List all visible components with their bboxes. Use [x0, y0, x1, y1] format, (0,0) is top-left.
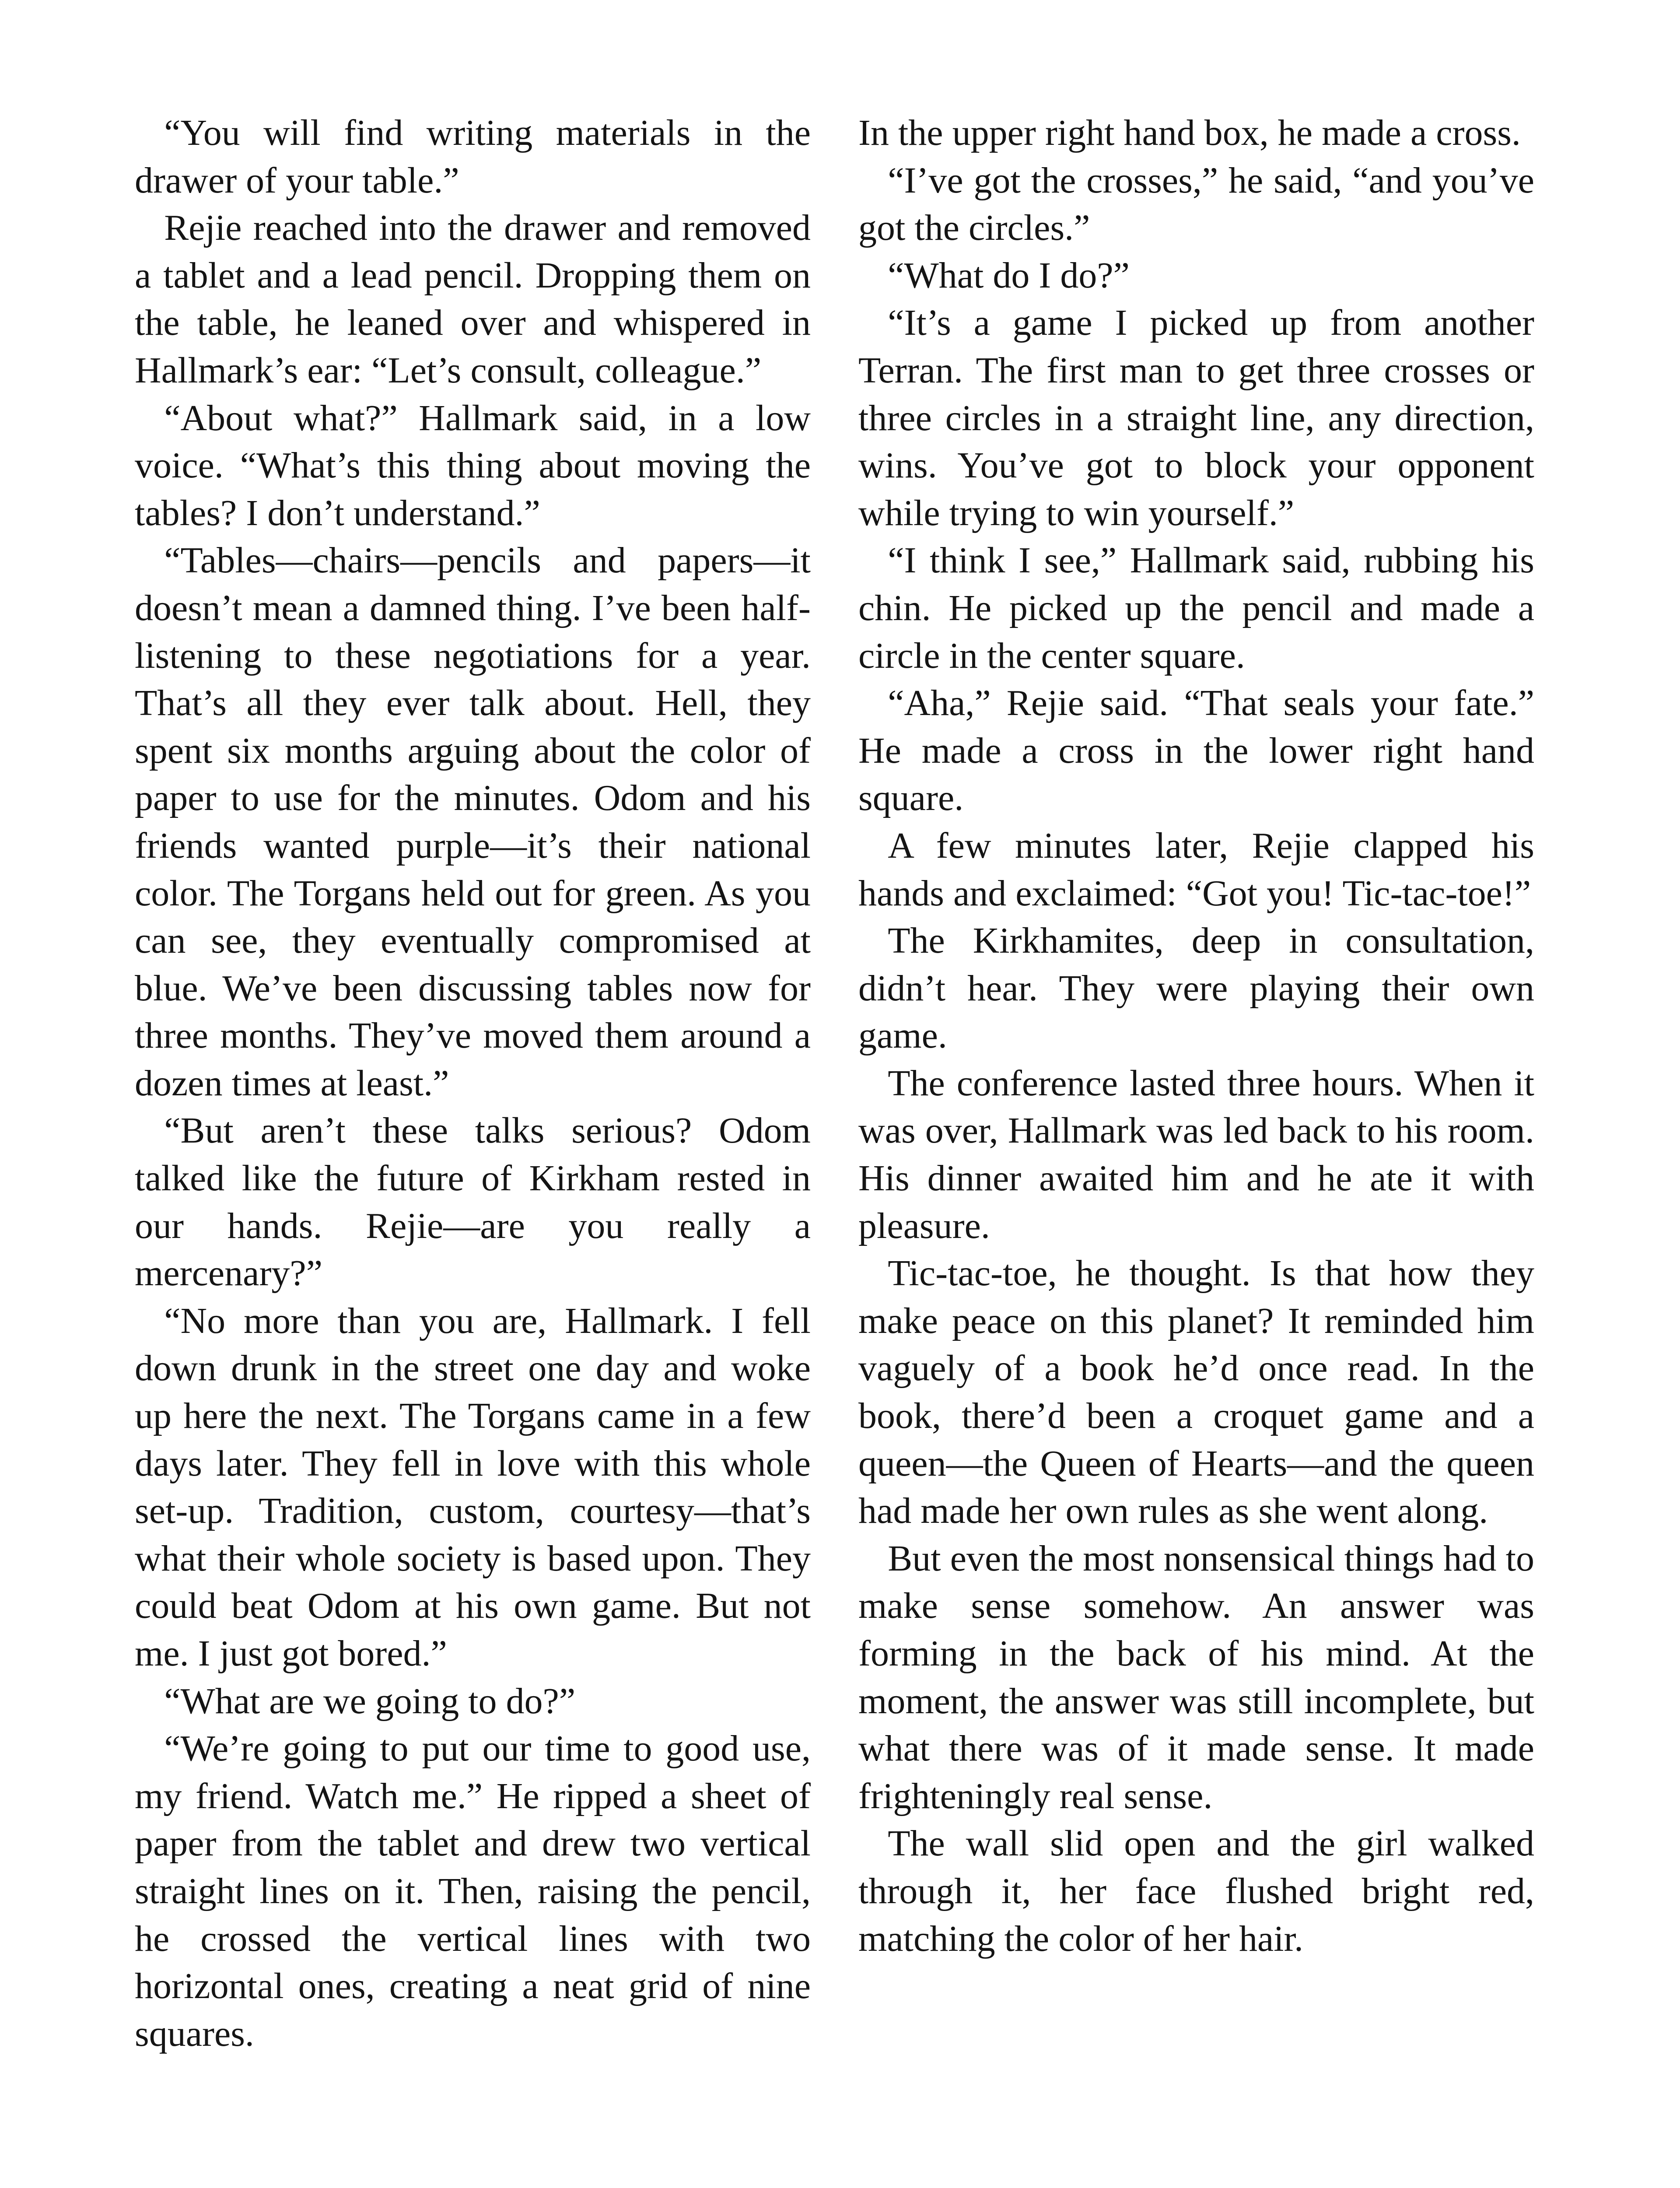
paragraph: “I’ve got the crosses,” he said, “and you’ve got the circles.”	[858, 160, 1534, 249]
paragraph: The wall slid open and the girl walked through it, her face flushed bright red, matching the color of her hair.	[858, 1823, 1534, 1959]
paragraph: The conference lasted three hours. When it was over, Hallmark was led back to his room. His dinner awaited him and he ate it with pleasure.	[858, 1062, 1534, 1246]
paragraph: “About what?” Hallmark said, in a low voice. “What’s this thing about moving the tables? I don’t understand.”	[135, 397, 811, 533]
paragraph: “What are we going to do?”	[164, 1680, 576, 1722]
paragraph: “We’re going to put our time to good use, my friend. Watch me.” He ripped a sheet of paper from the tablet and drew two vertical straight lines on it. Then, raising the pencil, he crossed the vertical lines with two horizontal ones, creating a neat grid of nine squares.	[135, 1728, 811, 2054]
paragraph: “You will find writing materials in the drawer of your table.”	[135, 112, 811, 201]
paragraph: “No more than you are, Hallmark. I fell down drunk in the street one day and woke up here the next. The Torgans came in a few days later. They fell in love with this whole set-up. Tradition, custom, courtesy—that’s what their whole society is based upon. They could beat Odom at his own game. But not me. I just got bored.”	[135, 1300, 811, 1674]
paragraph: “What do I do?”	[888, 255, 1130, 296]
paragraph: “But aren’t these talks serious? Odom talked like the future of Kirkham rested in our hands. Rejie—are you really a mercenary?”	[135, 1110, 811, 1294]
paragraph: A few minutes later, Rejie clapped his hands and exclaimed: “Got you! Tic-tac-toe!”	[858, 825, 1534, 914]
paragraph: But even the most nonsensical things had to make sense somehow. An answer was forming in the back of his mind. At the moment, the answer was still incomplete, but what there was of it made sense. It made frighteningly real sense.	[858, 1538, 1534, 1816]
paragraph: Tic-tac-toe, he thought. Is that how they make peace on this planet? It reminded him vaguely of a book he’d once read. In the book, there’d been a croquet game and a queen—the Queen of Hearts—and the queen had made her own rules as she went along.	[858, 1253, 1534, 1532]
paragraph: “I think I see,” Hallmark said, rubbing his chin. He picked up the pencil and made a circle in the center square.	[858, 540, 1534, 676]
left-text-column	[135, 109, 811, 2058]
right-text-column	[858, 109, 1534, 1963]
paragraph-continued: In the upper right hand box, he made a cross.	[858, 112, 1521, 153]
paragraph: “Aha,” Rejie said. “That seals your fate.” He made a cross in the lower right hand square.	[858, 683, 1534, 819]
paragraph: Rejie reached into the drawer and removed a tablet and a lead pencil. Dropping them on the table, he leaned over and whispered in Hallmark’s ear: “Let’s consult, colleague.”	[135, 207, 811, 391]
paragraph: “It’s a game I picked up from another Terran. The first man to get three crosses or three circles in a straight line, any direction, wins. You’ve got to block your opponent while trying to win yourself.”	[858, 302, 1534, 533]
paragraph: The Kirkhamites, deep in consultation, didn’t hear. They were playing their own game.	[858, 920, 1534, 1056]
paragraph: “Tables—chairs—pencils and papers—it doesn’t mean a damned thing. I’ve been half-listening to these negotiations for a year. That’s all they ever talk about. Hell, they spent six months arguing about the color of paper to use for the minutes. Odom and his friends wanted purple—it’s their national color. The Torgans held out for green. As you can see, they eventually compromised at blue. We’ve been discussing tables now for three months. They’ve moved them around a dozen times at least.”	[135, 540, 811, 1104]
